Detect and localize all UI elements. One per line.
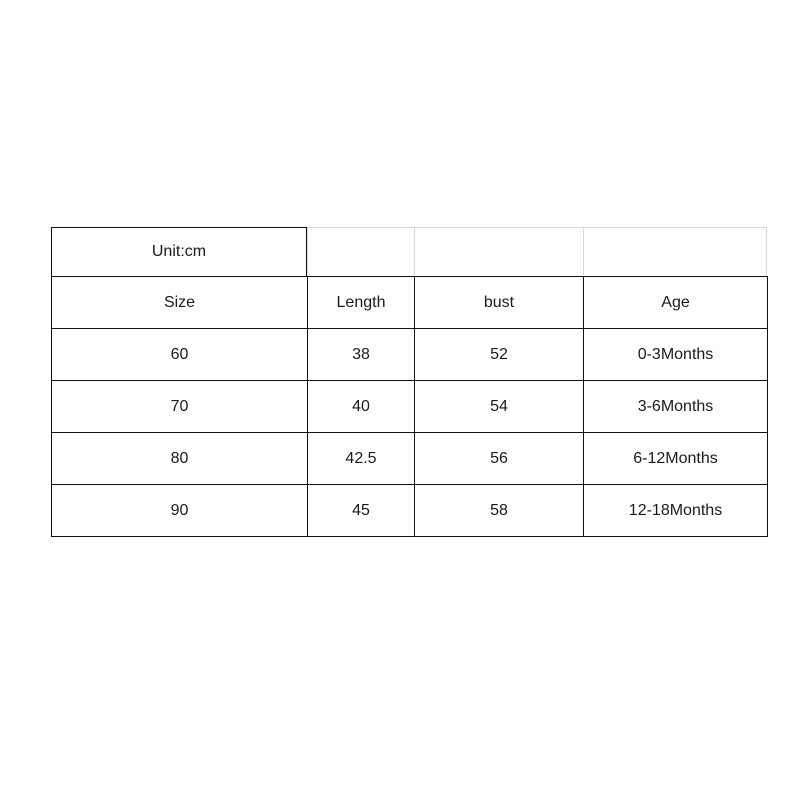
table-header-row [52, 277, 768, 329]
cell-size: 70 [52, 381, 308, 433]
table-row [52, 329, 768, 381]
header-size: Size [52, 277, 308, 329]
table-row [52, 433, 768, 485]
gridline [307, 227, 767, 228]
gridline [414, 227, 415, 277]
header-bust: bust [415, 277, 584, 329]
cell-size: 90 [52, 485, 308, 537]
cell-length: 40 [308, 381, 415, 433]
cell-age: 0-3Months [584, 329, 768, 381]
cell-size: 80 [52, 433, 308, 485]
cell-age: 12-18Months [584, 485, 768, 537]
cell-bust: 54 [415, 381, 584, 433]
cell-length: 42.5 [308, 433, 415, 485]
size-table [51, 276, 768, 537]
cell-length: 45 [308, 485, 415, 537]
cell-bust: 58 [415, 485, 584, 537]
table-row [52, 485, 768, 537]
header-length: Length [308, 277, 415, 329]
cell-age: 3-6Months [584, 381, 768, 433]
cell-age: 6-12Months [584, 433, 768, 485]
cell-length: 38 [308, 329, 415, 381]
cell-size: 60 [52, 329, 308, 381]
table-row [52, 381, 768, 433]
gridline [307, 227, 308, 277]
gridline [583, 227, 584, 277]
unit-label: Unit:cm [51, 227, 307, 276]
cell-bust: 52 [415, 329, 584, 381]
cell-bust: 56 [415, 433, 584, 485]
gridline [766, 227, 767, 277]
size-chart [51, 227, 767, 533]
header-age: Age [584, 277, 768, 329]
